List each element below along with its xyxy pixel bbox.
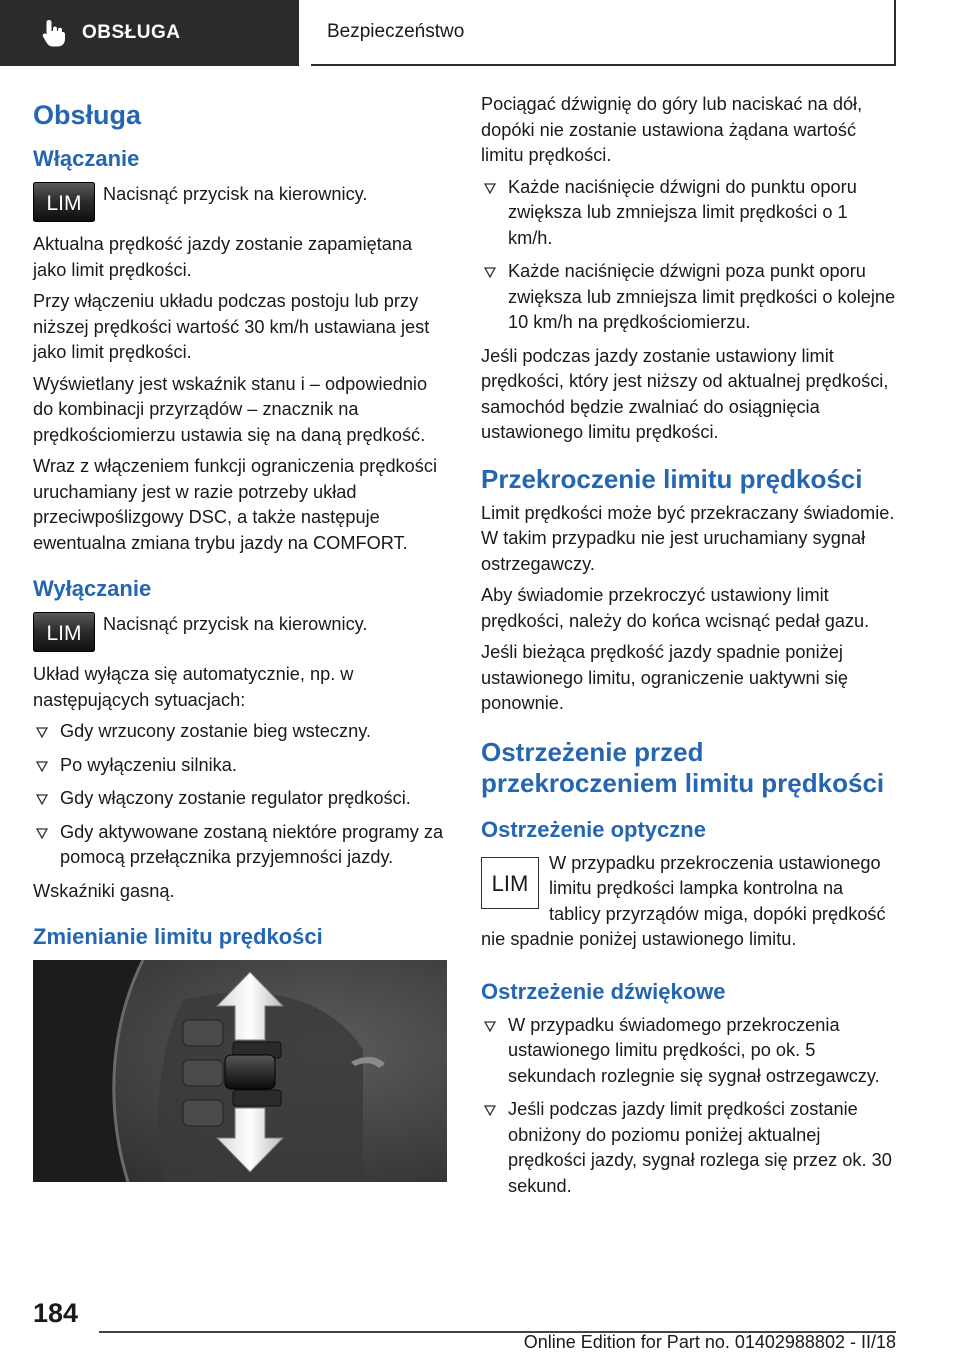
chapter-title: Bezpieczeństwo [311,0,896,66]
section-tab[interactable] [0,0,299,66]
lim-indicator-text: LIM [491,870,529,896]
list-item: Po wyłączeniu silnika. [33,753,447,779]
triangle-bullet-icon [36,828,48,839]
list-item: Gdy wrzucony zostanie bieg wsteczny. [33,719,447,745]
lim-button-row-on [33,180,447,222]
wlaczanie-instruction: Nacisnąć przycisk na kierownicy. [103,184,368,204]
right-column [481,92,896,1207]
lim-indicator-icon [481,857,539,909]
zmienianie-list [481,175,896,336]
przekroczenie-p1: Limit prędkości może być przekraczany świadomie. W takim przypadku nie jest uruchamiany sygnał ostrzegawczy. [481,502,895,574]
hand-icon [40,18,68,48]
heading-wlaczanie: Włączanie [33,146,140,171]
page-number: 184 [33,1298,79,1328]
optyczne-block [481,851,896,959]
wlaczanie-p3: Wyświetlany jest wskaźnik stanu i – odpowiednio do kombinacji przyrządów – znacznik na prędkościomierzu ustawia się na daną prędkość. [33,373,428,445]
wlaczanie-p2: Przy włączeniu układu podczas postoju lub przy niższej prędkości wartość 30 km/h ustawiana jest jako limit prędkości. [33,291,430,362]
lim-button-text: LIM [46,622,82,645]
triangle-bullet-icon [484,1105,496,1116]
steering-wheel-lever-photo [33,960,447,1182]
triangle-bullet-icon [484,267,496,278]
heading-przekroczenie: Przekroczenie limitu prędkości [481,463,863,494]
heading-dzwiekowe: Ostrzeżenie dźwiękowe [481,978,726,1004]
lim-button-icon [33,612,95,652]
heading-obsluga: Obsługa [33,100,142,130]
heading-zmienianie: Zmienianie limitu prędkości [33,924,323,949]
left-column [33,92,447,1182]
optyczne-p1: W przypadku przekroczenia ustawionego limitu prędkości lampka kontrolna na tablicy przyrządów miga, dopóki prędkość nie spadnie poniżej ustawionego limitu. [481,852,886,949]
heading-wylaczanie: Wyłączanie [33,576,152,601]
przekroczenie-p3: Jeśli bieżąca prędkość jazdy spadnie poniżej ustawionego limitu, ograniczenie uaktywni się ponownie. [481,642,848,713]
lim-button-icon [33,182,95,222]
wylaczanie-p1: Układ wyłącza się automatycznie, np. w następujących sytuacjach: [33,664,354,710]
list-item: W przypadku świadomego przekroczenia ustawionego limitu prędkości, po ok. 5 sekundach rozlegnie się sygnał ostrzegawczy. [481,1013,896,1090]
section-tab-label: OBSŁUGA [82,22,181,43]
list-item: Gdy aktywowane zostaną niektóre programy za pomocą przełącznika przyjemności jazdy. [33,820,447,871]
wylaczanie-instruction: Nacisnąć przycisk na kierownicy. [103,614,368,634]
heading-optyczne: Ostrzeżenie optyczne [481,816,706,842]
lim-button-row-off [33,610,447,652]
lim-button-text: LIM [46,192,82,215]
triangle-bullet-icon [36,761,48,772]
wylaczanie-list [33,719,447,871]
dzwiekowe-list [481,1013,896,1200]
przekroczenie-p2: Aby świadomie przekroczyć ustawiony limit prędkości, należy do końca wcisnąć pedał gazu. [481,585,870,631]
zmienianie-p2: Jeśli podczas jazdy zostanie ustawiony limit prędkości, który jest niższy od aktualnej prędkości, samochód będzie zwalniać do osiągnięcia ustawionego limitu prędkości. [481,345,889,442]
list-item: Każde naciśnięcie dźwigni do punktu oporu zwiększa lub zmniejsza limit prędkości o 1 km/h. [481,175,896,252]
wlaczanie-p4: Wraz z włączeniem funkcji ograniczenia prędkości uruchamiany jest w razie potrzeby układ przeciwpoślizgowy DSC, a także następuje ewentualna zmiana trybu jazdy na COMFORT. [33,456,437,553]
wylaczanie-p2: Wskaźniki gasną. [33,880,175,901]
edition-note: Online Edition for Part no. 01402988802 - II/18 [523,1332,896,1352]
triangle-bullet-icon [484,183,496,194]
zmienianie-p1: Pociągać dźwignię do góry lub naciskać na dół, dopóki nie zostanie ustawiona żądana wartość limitu prędkości. [481,94,863,165]
list-item: Każde naciśnięcie dźwigni poza punkt oporu zwiększa lub zmniejsza limit prędkości o kolejne 10 km/h na prędkościomierzu. [481,259,896,336]
list-item: Jeśli podczas jazdy limit prędkości zostanie obniżony do poziomu poniżej aktualnej prędkości jazdy, sygnał rozlega się przez ok. 30 sekund. [481,1097,896,1199]
triangle-bullet-icon [36,794,48,805]
wlaczanie-p1: Aktualna prędkość jazdy zostanie zapamiętana jako limit prędkości. [33,234,413,280]
list-item: Gdy włączony zostanie regulator prędkości. [33,786,447,812]
triangle-bullet-icon [484,1021,496,1032]
triangle-bullet-icon [36,727,48,738]
heading-ostrzezenie: Ostrzeżenie przed przekroczeniem limitu prędkości [481,736,885,798]
